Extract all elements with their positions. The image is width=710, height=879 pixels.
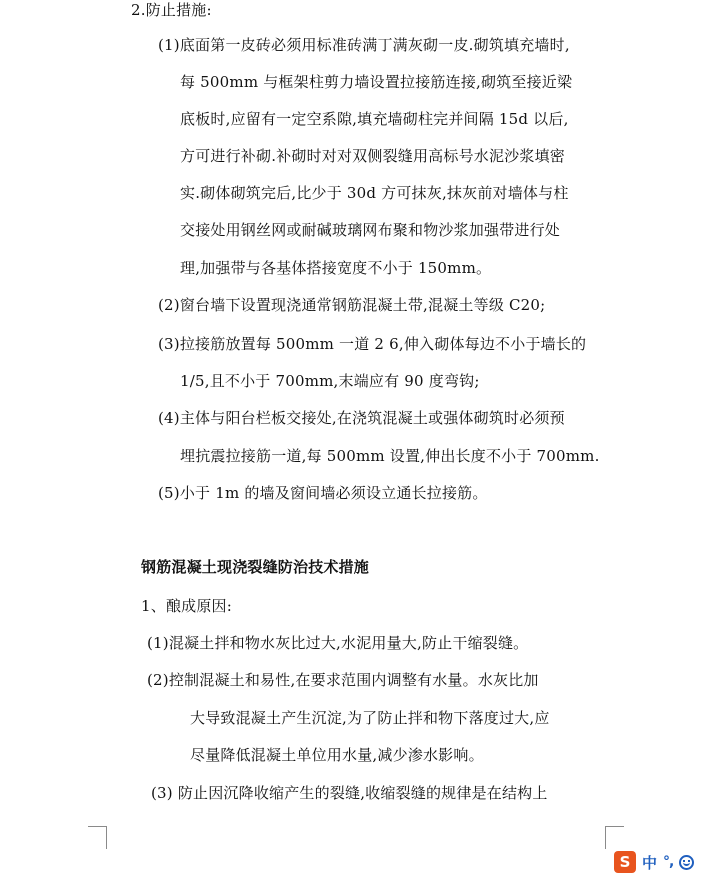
text-line: (1)底面第一皮砖必须用标准砖满丁满灰砌一皮.砌筑填充墙时,: [158, 36, 570, 54]
ime-logo-icon[interactable]: S: [614, 851, 636, 873]
text-line: 方可进行补砌.补砌时对对双侧裂缝用高标号水泥沙浆填密: [180, 147, 565, 165]
text-line: 埋抗震拉接筋一道,每 500mm 设置,伸出长度不小于 700mm.: [180, 447, 600, 465]
text-line: (1)混凝土拌和物水灰比过大,水泥用量大,防止干缩裂缝。: [147, 634, 529, 652]
text-line: (3) 防止因沉降收缩产生的裂缝,收缩裂缝的规律是在结构上: [151, 784, 548, 802]
ime-language-toggle[interactable]: 中: [642, 853, 658, 872]
text-line: (5)小于 1m 的墙及窗间墙必须设立通长拉接筋。: [158, 484, 488, 502]
text-line: (3)拉接筋放置每 500mm 一道 2 6,伸入砌体每边不小于墙长的: [158, 335, 587, 353]
text-line: 理,加强带与各基体搭接宽度不小于 150mm。: [180, 259, 492, 277]
ime-punctuation-toggle[interactable]: °,: [663, 854, 674, 870]
page-corner-mark-left: [88, 826, 107, 849]
text-line: 2.防止措施:: [131, 1, 212, 19]
text-line: 交接处用钢丝网或耐碱玻璃网布聚和物沙浆加强带进行处: [180, 221, 561, 239]
smiley-icon[interactable]: [679, 855, 694, 870]
ime-toolbar[interactable]: [614, 850, 694, 874]
text-line: (2)控制混凝土和易性,在要求范围内调整有水量。水灰比加: [147, 671, 539, 689]
text-line: 1、酿成原因:: [141, 597, 232, 615]
text-line: 1/5,且不小于 700mm,末端应有 90 度弯钩;: [180, 372, 480, 390]
text-line: (2)窗台墙下设置现浇通常钢筋混凝土带,混凝土等级 C20;: [158, 296, 546, 314]
section-heading: 钢筋混凝土现浇裂缝防治技术措施: [141, 558, 370, 576]
text-line: 实.砌体砌筑完后,比少于 30d 方可抹灰,抹灰前对墙体与柱: [180, 184, 569, 202]
page-corner-mark-right: [605, 826, 624, 849]
text-line: (4)主体与阳台栏板交接处,在浇筑混凝土或强体砌筑时必须预: [158, 409, 565, 427]
text-line: 尽量降低混凝土单位用水量,减少渗水影响。: [190, 746, 484, 764]
text-line: 大导致混凝土产生沉淀,为了防止拌和物下落度过大,应: [190, 709, 550, 727]
text-line: 每 500mm 与框架柱剪力墙设置拉接筋连接,砌筑至接近梁: [180, 73, 573, 91]
text-line: 底板时,应留有一定空系隙,填充墙砌柱完并间隔 15d 以后,: [180, 110, 569, 128]
